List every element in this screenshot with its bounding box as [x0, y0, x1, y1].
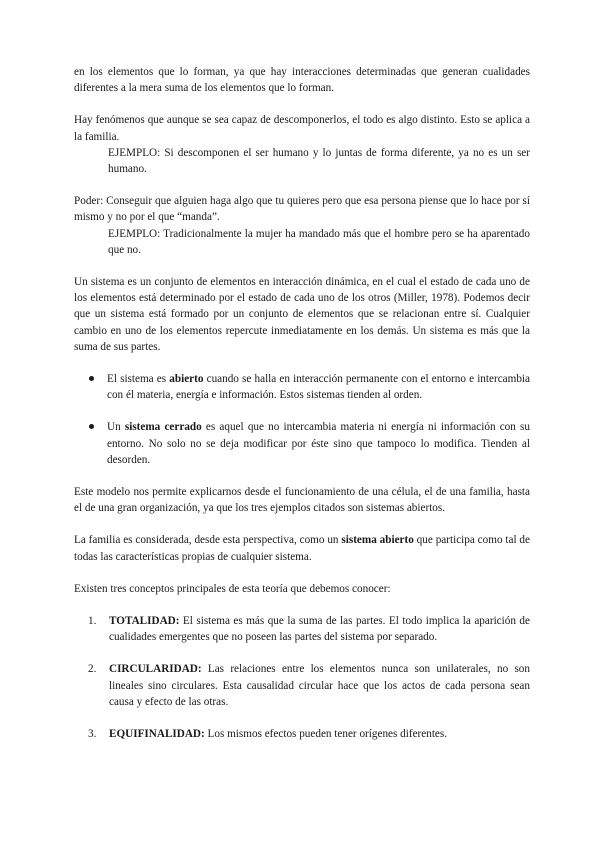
bullet-icon [89, 376, 94, 381]
list-item: Un sistema cerrado es aquel que no intercambia materia ni energía ni información con su entorno. No solo no se deja modificar por éste sino que tampoco lo modifica. Tienden al desorden. [74, 419, 530, 468]
concepts-list [74, 613, 530, 742]
power-paragraph: Poder: Conseguir que alguien haga algo que tu quieres pero que esa persona piense que lo hace por sí mismo y no por el que “manda”. [74, 195, 530, 224]
list-item: El sistema es abierto cuando se halla en interacción permanente con el entorno e intercambia con él materia, energía e información. Estos sistemas tienden al orden. [74, 371, 530, 403]
concepts-intro: Existen tres conceptos principales de esta teoría que debemos conocer: [74, 582, 391, 595]
bold-term: sistema abierto [341, 534, 414, 547]
concept-term: TOTALIDAD: [109, 615, 180, 628]
system-definition-paragraph: Un sistema es un conjunto de elementos en interacción dinámica, en el cual el estado de cada uno de los elementos está determinado por el estado de cada uno de los otros (Miller, 1978). Podemos decir que un sistema está formado por un conjunto de elementos que se relacionan entre sí. Cualquier cambio en uno de los elementos repercute inmediatamente en los demás. Un sistema es más que la suma de sus partes. [74, 276, 530, 353]
bold-term: sistema cerrado [124, 421, 202, 434]
list-item: 1. TOTALIDAD: El sistema es más que la suma de las partes. El todo implica la aparición de cualidades emergentes que no poseen las partes del sistema por separado. [88, 615, 530, 644]
concept-term: CIRCULARIDAD: [109, 663, 202, 676]
list-item: 3. EQUIFINALIDAD: Los mismos efectos pueden tener orígenes diferentes. [88, 728, 448, 741]
power-example: EJEMPLO: Tradicionalmente la mujer ha mandado más que el hombre pero se ha aparentado que no. [108, 227, 530, 256]
system-types-list [74, 371, 530, 468]
list-item: 2. CIRCULARIDAD: Las relaciones entre los elementos nunca son unilaterales, no son lineales sino circulares. Esta causalidad circular hace que los actos de cada persona sean causa y efecto de las otras. [88, 663, 530, 708]
family-paragraph: La familia es considerada, desde esta perspectiva, como un sistema abierto que participa como tal de todas las características propias de cualquier sistema. [74, 534, 530, 563]
document-page [74, 64, 530, 742]
bold-term: abierto [169, 373, 204, 386]
phenomena-paragraph: Hay fenómenos que aunque se sea capaz de descomponerlos, el todo es algo distinto. Esto se aplica a la familia. [74, 114, 530, 143]
bullet-icon [89, 424, 94, 429]
phenomena-example: EJEMPLO: Si descomponen el ser humano y lo juntas de forma diferente, ya no es un ser humano. [108, 146, 530, 176]
intro-continuation: en los elementos que lo forman, ya que hay interacciones determinadas que generan cualidades diferentes a la mera suma de los elementos que lo forman. [74, 66, 530, 95]
concept-term: EQUIFINALIDAD: [109, 728, 205, 741]
model-paragraph: Este modelo nos permite explicarnos desde el funcionamiento de una célula, el de una familia, hasta el de una gran organización, ya que los tres ejemplos citados son sistemas abiertos. [74, 486, 530, 515]
